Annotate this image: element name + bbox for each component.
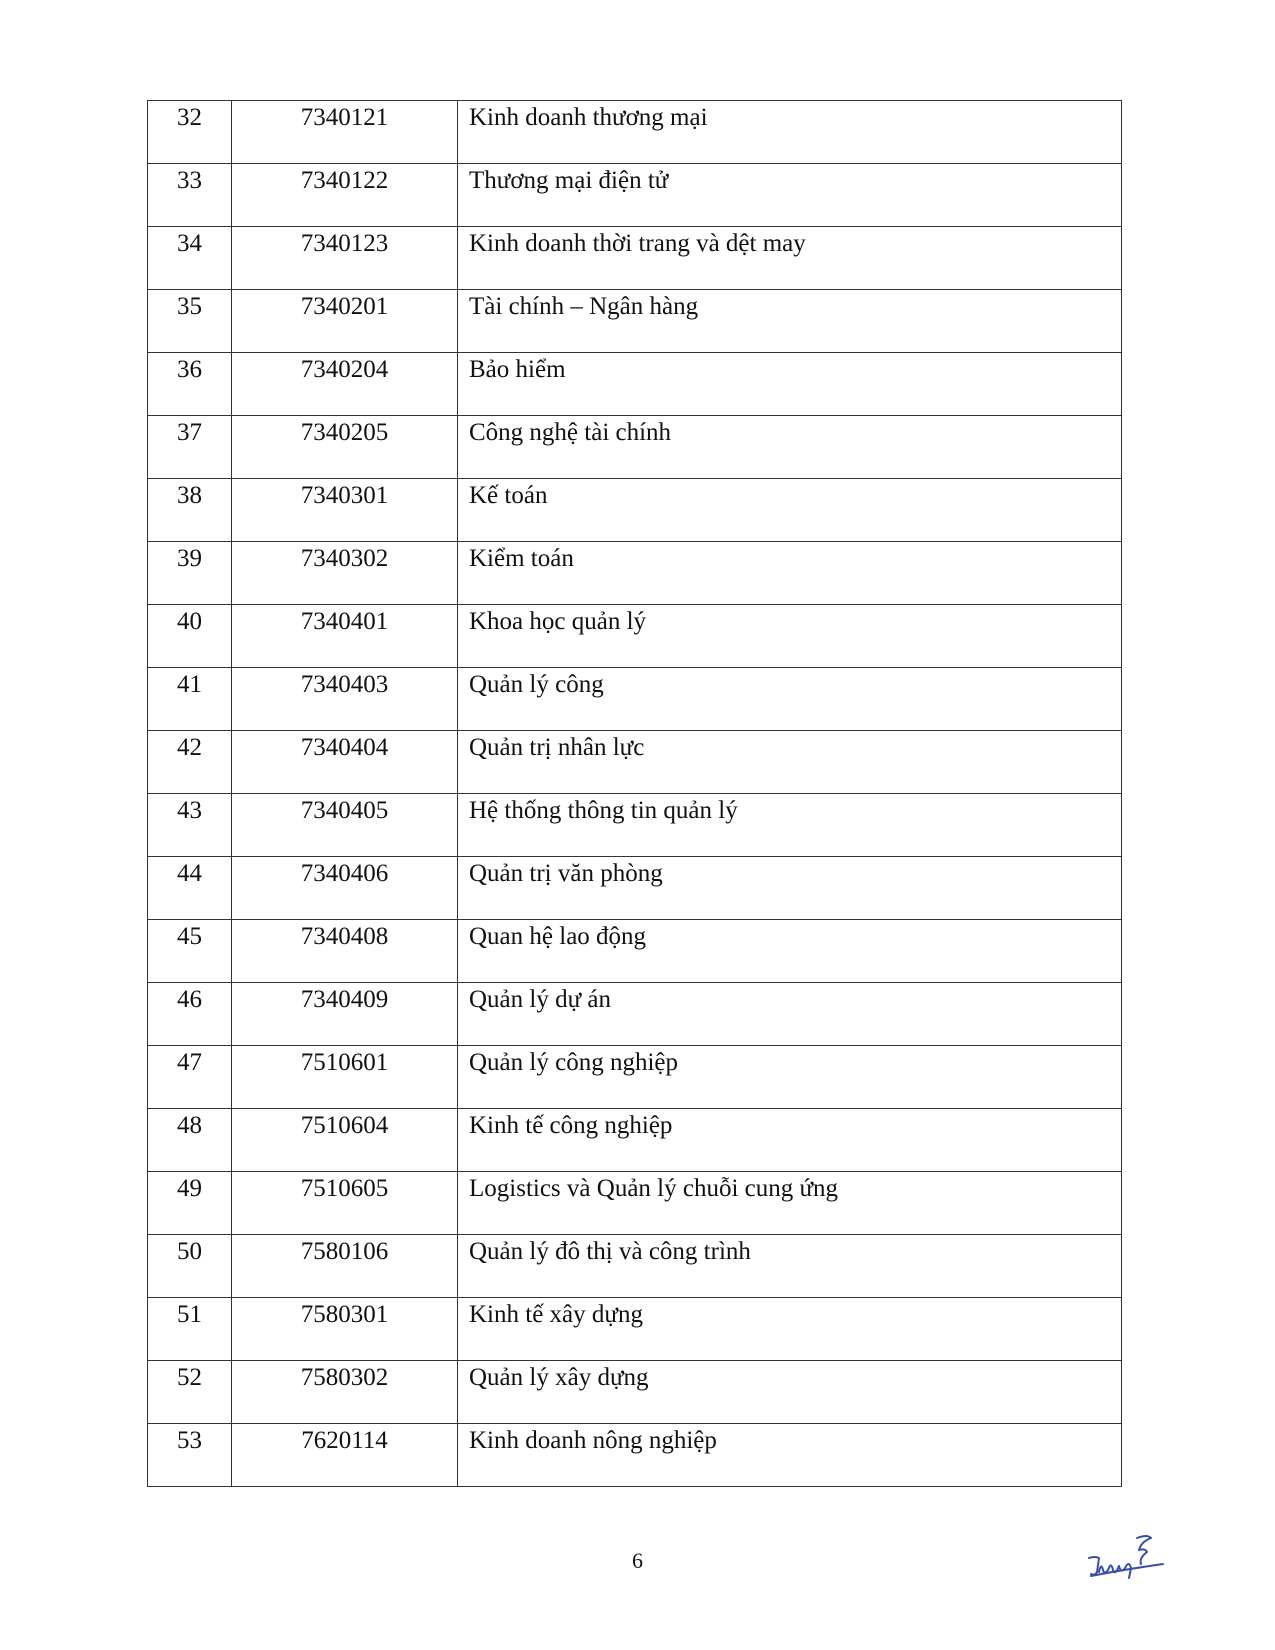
major-name-cell: Quản lý công nghiệp — [458, 1046, 1122, 1109]
row-number-cell: 49 — [148, 1172, 232, 1235]
row-number-cell: 36 — [148, 353, 232, 416]
row-number-cell: 48 — [148, 1109, 232, 1172]
major-name-cell: Thương mại điện tử — [458, 164, 1122, 227]
major-name-cell: Quản lý dự án — [458, 983, 1122, 1046]
major-name-cell: Quản lý đô thị và công trình — [458, 1235, 1122, 1298]
major-code-cell: 7510605 — [232, 1172, 458, 1235]
row-number-cell: 47 — [148, 1046, 232, 1109]
row-number-cell: 45 — [148, 920, 232, 983]
table-row — [148, 227, 1122, 290]
major-name-cell: Kiểm toán — [458, 542, 1122, 605]
major-name-cell: Kế toán — [458, 479, 1122, 542]
table-row — [148, 416, 1122, 479]
row-number-cell: 51 — [148, 1298, 232, 1361]
major-code-cell: 7340122 — [232, 164, 458, 227]
major-code-cell: 7340408 — [232, 920, 458, 983]
major-code-cell: 7340405 — [232, 794, 458, 857]
signature-icon — [1085, 1532, 1165, 1580]
table-row — [148, 668, 1122, 731]
majors-table — [147, 100, 1122, 1487]
major-code-cell: 7580106 — [232, 1235, 458, 1298]
major-name-cell: Bảo hiểm — [458, 353, 1122, 416]
table-row — [148, 1235, 1122, 1298]
row-number-cell: 40 — [148, 605, 232, 668]
major-name-cell: Kinh doanh thương mại — [458, 101, 1122, 164]
table-row — [148, 794, 1122, 857]
row-number-cell: 41 — [148, 668, 232, 731]
major-code-cell: 7340204 — [232, 353, 458, 416]
table-row — [148, 164, 1122, 227]
major-code-cell: 7510601 — [232, 1046, 458, 1109]
major-code-cell: 7580302 — [232, 1361, 458, 1424]
major-code-cell: 7340123 — [232, 227, 458, 290]
table-row — [148, 1109, 1122, 1172]
major-name-cell: Công nghệ tài chính — [458, 416, 1122, 479]
table-row — [148, 1046, 1122, 1109]
row-number-cell: 50 — [148, 1235, 232, 1298]
major-name-cell: Kinh tế xây dựng — [458, 1298, 1122, 1361]
row-number-cell: 44 — [148, 857, 232, 920]
major-code-cell: 7340403 — [232, 668, 458, 731]
major-code-cell: 7340404 — [232, 731, 458, 794]
table-row — [148, 857, 1122, 920]
row-number-cell: 53 — [148, 1424, 232, 1487]
major-name-cell: Quản trị văn phòng — [458, 857, 1122, 920]
row-number-cell: 35 — [148, 290, 232, 353]
row-number-cell: 52 — [148, 1361, 232, 1424]
table-row — [148, 290, 1122, 353]
major-code-cell: 7340121 — [232, 101, 458, 164]
row-number-cell: 43 — [148, 794, 232, 857]
table-row — [148, 1298, 1122, 1361]
row-number-cell: 34 — [148, 227, 232, 290]
table-row — [148, 605, 1122, 668]
major-name-cell: Logistics và Quản lý chuỗi cung ứng — [458, 1172, 1122, 1235]
major-name-cell: Quản lý xây dựng — [458, 1361, 1122, 1424]
major-code-cell: 7340205 — [232, 416, 458, 479]
table-row — [148, 353, 1122, 416]
major-code-cell: 7510604 — [232, 1109, 458, 1172]
row-number-cell: 37 — [148, 416, 232, 479]
major-code-cell: 7340201 — [232, 290, 458, 353]
page-number: 6 — [632, 1548, 643, 1573]
major-name-cell: Kinh doanh nông nghiệp — [458, 1424, 1122, 1487]
table-row — [148, 731, 1122, 794]
table-row — [148, 1361, 1122, 1424]
table-row — [148, 920, 1122, 983]
major-name-cell: Khoa học quản lý — [458, 605, 1122, 668]
major-name-cell: Quan hệ lao động — [458, 920, 1122, 983]
row-number-cell: 33 — [148, 164, 232, 227]
table-row — [148, 1172, 1122, 1235]
major-name-cell: Quản lý công — [458, 668, 1122, 731]
table-row — [148, 479, 1122, 542]
table-row — [148, 983, 1122, 1046]
row-number-cell: 32 — [148, 101, 232, 164]
table-row — [148, 542, 1122, 605]
major-code-cell: 7340401 — [232, 605, 458, 668]
majors-table-body — [148, 101, 1122, 1487]
row-number-cell: 46 — [148, 983, 232, 1046]
major-code-cell: 7620114 — [232, 1424, 458, 1487]
major-code-cell: 7580301 — [232, 1298, 458, 1361]
major-code-cell: 7340406 — [232, 857, 458, 920]
major-code-cell: 7340409 — [232, 983, 458, 1046]
row-number-cell: 42 — [148, 731, 232, 794]
major-code-cell: 7340302 — [232, 542, 458, 605]
major-code-cell: 7340301 — [232, 479, 458, 542]
row-number-cell: 39 — [148, 542, 232, 605]
table-row — [148, 101, 1122, 164]
major-name-cell: Kinh doanh thời trang và dệt may — [458, 227, 1122, 290]
table-row — [148, 1424, 1122, 1487]
major-name-cell: Quản trị nhân lực — [458, 731, 1122, 794]
major-name-cell: Hệ thống thông tin quản lý — [458, 794, 1122, 857]
row-number-cell: 38 — [148, 479, 232, 542]
major-name-cell: Kinh tế công nghiệp — [458, 1109, 1122, 1172]
major-name-cell: Tài chính – Ngân hàng — [458, 290, 1122, 353]
